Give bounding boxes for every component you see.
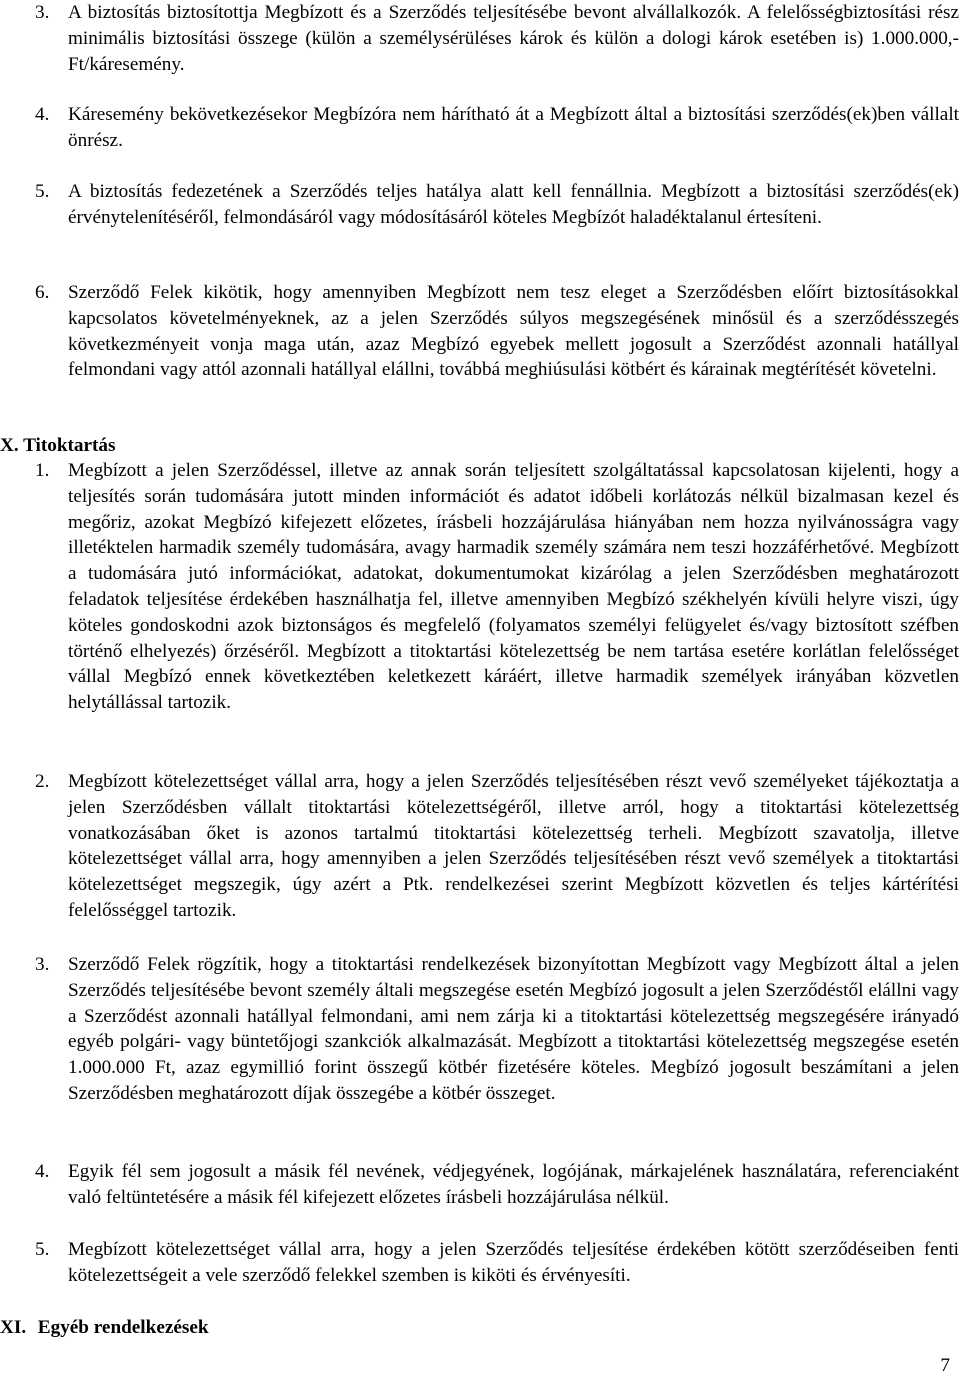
section-number: X. — [0, 435, 19, 456]
item-number: 6. — [35, 282, 50, 303]
list-item — [35, 179, 959, 231]
item-text: A biztosítás fedezetének a Szerződés teljes hatálya alatt kell fennállnia. Megbízott a biztosítási szerződés(ek) érvénytelenítéséről, felmondásáról vagy módosításáról köteles Megbízót haladéktalanul értesíteni. — [68, 181, 959, 228]
list-item — [35, 1159, 959, 1211]
list-item — [35, 280, 959, 383]
list-item — [35, 458, 959, 716]
item-number: 2. — [35, 771, 50, 792]
item-number: 5. — [35, 1239, 50, 1260]
page-number: 7 — [940, 1355, 950, 1376]
item-text: Káresemény bekövetkezésekor Megbízóra nem hárítható át a Megbízott által a biztosítási szerződés(ek)ben vállalt önrész. — [68, 104, 959, 151]
item-text: A biztosítás biztosítottja Megbízott és a Szerződés teljesítésébe bevont alvállalkozók. A felelősségbiztosítási rész minimális biztosítási összege (külön a személysérüléses károk és külön a dologi károk esetében is) 1.000.000,- Ft/káresemény. — [68, 2, 959, 75]
item-text: Szerződő Felek kikötik, hogy amennyiben Megbízott nem tesz eleget a Szerződésben előírt biztosításokkal kapcsolatos követelményeknek, az a jelen Szerződés súlyos megszegésének minősül és a szerződésszegés következményeit vonja maga után, azaz Megbízó egyebek mellett jogosult a Szerződést azonnali hatállyal felmondani vagy attól azonnali hatállyal elállni, továbbá meghiúsulási kötbért és kárainak megtérítését követelni. — [68, 282, 959, 381]
list-item — [35, 952, 959, 1107]
section-heading — [0, 1315, 209, 1341]
item-number: 5. — [35, 181, 50, 202]
item-text: Megbízott kötelezettséget vállal arra, hogy a jelen Szerződés teljesítése érdekében kötött szerződéseiben fenti kötelezettségeit a vele szerződő felekkel szemben is kiköti és érvényesíti. — [68, 1239, 959, 1286]
item-text: Megbízott a jelen Szerződéssel, illetve az annak során teljesített szolgáltatással kapcsolatosan kijelenti, hogy a teljesítés során tudomására jutott minden információt és adatot időbeli korlátozás nélkül bizalmasan kezel és megőriz, azokat Megbízó kifejezett előzetes, írásbeli hozzájárulása hiányában nem hozza nyilvánosságra vagy illetéktelen harmadik személy tudomására, avagy harmadik személy számára nem teszi hozzáférhetővé. Megbízott a tudomására jutó információkat, adatokat, dokumentumokat kizárólag a jelen Szerződésben meghatározott feladatok teljesítése érdekében használhatja fel, illetve amennyiben Megbízó székhelyén kívüli helyre viszi, úgy köteles gondoskodni azok biztonságos és megfelelő (folyamatos személyi felügyelet és/vagy biztosított széfben történő elhelyezés) őrzéséről. Megbízott a titoktartási kötelezettség be nem tartása esetére korlátlan felelősséget vállal Megbízó ennek következtében keletkezett káráért, illetve harmadik személyek irányában közvetlen helytállással tartozik. — [68, 460, 959, 714]
item-number: 3. — [35, 954, 50, 975]
list-item — [35, 1237, 959, 1289]
item-number: 4. — [35, 1161, 50, 1182]
item-number: 4. — [35, 104, 50, 125]
item-text: Egyik fél sem jogosult a másik fél nevének, védjegyének, logójának, márkajelének használatára, referenciaként való feltüntetésére a másik fél kifejezett előzetes írásbeli hozzájárulása nélkül. — [68, 1161, 959, 1208]
item-number: 3. — [35, 2, 50, 23]
item-text: Megbízott kötelezettséget vállal arra, hogy a jelen Szerződés teljesítésében részt vevő személyeket tájékoztatja a jelen Szerződésben vállalt titoktartási kötelezettségéről, illetve arról, hogy a titoktartási kötelezettség vonatkozásában őket is azonos tartalmú titoktartási kötelezettség terheli. Megbízott szavatolja, illetve kötelezettséget vállal arra, hogy amennyiben a jelen Szerződés teljesítésében részt vevő személyek a titoktartási kötelezettséget megszegik, úgy azért a Ptk. rendelkezései szerint Megbízott közvetlen és teljes kártérítési felelősséggel tartozik. — [68, 771, 959, 921]
list-item — [35, 102, 959, 154]
section-number: XI. — [0, 1317, 27, 1338]
item-text: Szerződő Felek rögzítik, hogy a titoktartási rendelkezések bizonyítottan Megbízott vagy Megbízott által a jelen Szerződés teljesítésébe bevont személy általi megszegése esetén Megbízó jogosult a jelen Szerződéstől elállni vagy a Szerződést azonnali hatállyal felmondani, ami nem zárja ki a titoktartási kötelezettség megszegésére irányadó egyéb polgári- vagy büntetőjogi szankciók alkalmazását. Megbízott a titoktartási kötelezettség megszegése esetén 1.000.000 Ft, azaz egymillió forint összegű kötbér fizetésére köteles. Megbízó jogosult beszámítani a jelen Szerződésben meghatározott díjak összegébe a kötbér összeget. — [68, 954, 959, 1104]
section-title: Egyéb rendelkezések — [37, 1317, 209, 1338]
section-heading — [0, 433, 116, 459]
item-number: 1. — [35, 460, 50, 481]
list-item — [35, 769, 959, 924]
section-title: Titoktartás — [23, 435, 116, 456]
list-item — [35, 0, 959, 77]
